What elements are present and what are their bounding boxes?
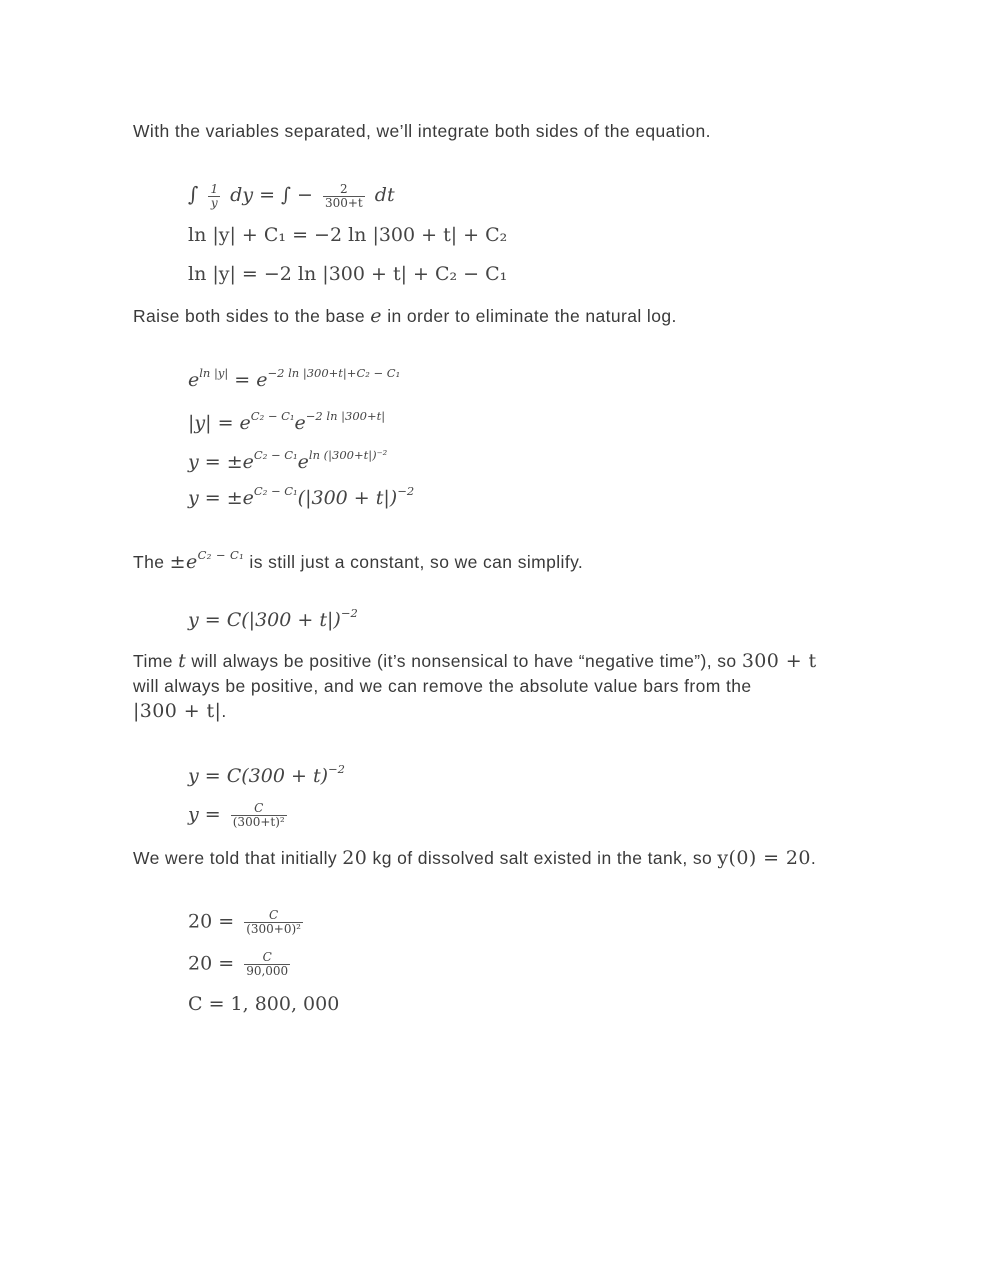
paragraph-text: The: [133, 552, 170, 572]
inline-math-condition: y(0) = 20: [717, 847, 811, 869]
fraction-denominator: 300+t: [324, 195, 363, 210]
equation-segment: |y| = e: [188, 412, 251, 434]
superscript: C₂ − C₁: [197, 548, 245, 562]
inline-math-absolute: |300 + t|: [133, 700, 222, 722]
superscript: ln (|300+t|)⁻²: [308, 448, 388, 462]
equation-segment: y = ±e: [188, 451, 254, 473]
equation-y-plus-minus: [188, 448, 387, 473]
paragraph-text: is still just a constant, so we can simplify.: [244, 552, 584, 572]
inline-math-expression: 300 + t: [741, 650, 817, 672]
fraction-numerator: 1: [210, 181, 219, 196]
superscript: C₂ − C₁: [250, 409, 295, 423]
paragraph-text: .: [221, 701, 227, 721]
inline-math-base: ±e: [169, 551, 198, 573]
superscript: C₂ − C₁: [253, 484, 298, 498]
superscript: −2: [340, 606, 358, 620]
equation-segment: e: [294, 412, 306, 434]
equation-segment: y =: [188, 803, 221, 826]
paragraph-initial-condition: [133, 846, 833, 871]
inline-math-t: t: [178, 650, 187, 672]
paragraph-text: Time: [133, 651, 179, 671]
paragraph-text: We were told that initially: [133, 848, 343, 868]
equation-abs-y: [188, 409, 385, 434]
superscript: C₂ − C₁: [253, 448, 298, 462]
equation-segment: dy = ∫ −: [230, 184, 313, 206]
fraction-denominator: y: [210, 195, 218, 210]
equation-segment: (|300 + t|): [297, 487, 398, 509]
inline-math-mass: 20: [342, 847, 368, 869]
fraction-denominator: (300+0)²: [246, 922, 301, 936]
fraction-denominator: (300+t)²: [232, 815, 285, 829]
equation-ln-combined-constants: [188, 263, 507, 285]
fraction-numerator: C: [231, 802, 287, 816]
equation-segment: e: [297, 451, 309, 473]
equation-y-fraction: [188, 802, 291, 829]
paragraph-constant: [133, 543, 833, 575]
equation-integral: [188, 182, 395, 210]
equation-segment: e: [188, 369, 200, 391]
fraction-numerator: C: [244, 909, 303, 923]
fraction-two-over-300-plus-t: [323, 183, 365, 210]
equation-substitute-zero: [188, 909, 307, 936]
paragraph-text: kg of dissolved salt existed in the tank, so: [367, 848, 718, 868]
equation-segment: y = C(|300 + t|): [188, 609, 341, 631]
superscript: −2: [328, 762, 345, 776]
paragraph-text: will always be positive (it’s nonsensical to have “negative time”), so: [186, 651, 742, 671]
equation-exponentiate: [188, 366, 400, 391]
superscript: −2 ln |300+t|+C₂ − C₁: [267, 366, 401, 380]
equation-segment: dt: [374, 184, 395, 206]
equation-segment: y = ±e: [188, 487, 254, 509]
fraction-c-over-square: [231, 802, 287, 829]
fraction-numerator: 2: [323, 183, 365, 197]
paragraph-raise-base-e: [133, 304, 833, 329]
paragraph-text: will always be positive, and we can remove the absolute value bars from the: [133, 676, 752, 696]
superscript: ln |y|: [199, 366, 229, 380]
equation-text: ln |y| = −2 ln |300 + t| + C₂ − C₁: [188, 263, 508, 285]
inline-math-e: e: [370, 305, 382, 327]
equation-segment: = e: [228, 369, 268, 391]
fraction-c-over-90000: [244, 951, 290, 978]
paragraph-text: .: [810, 848, 817, 868]
inline-math-constant: [169, 548, 245, 573]
equation-segment: 20 =: [188, 952, 235, 975]
integral-sign: ∫: [188, 182, 199, 206]
paragraph-text: in order to eliminate the natural log.: [381, 306, 677, 326]
equation-text: ln |y| + C₁ = −2 ln |300 + t| + C₂: [188, 224, 508, 246]
equation-ln-with-constants: [188, 224, 507, 246]
equation-text: C = 1, 800, 000: [188, 993, 340, 1015]
fraction-numerator: C: [244, 951, 290, 965]
paragraph-integrate: [133, 119, 833, 144]
equation-segment: y = C(300 + t): [188, 765, 328, 787]
equation-segment: 20 =: [188, 910, 235, 933]
equation-substitute-value: [188, 951, 294, 978]
fraction-denominator: 90,000: [246, 964, 289, 978]
superscript: −2 ln |300+t|: [305, 409, 386, 423]
paragraph-text: With the variables separated, we’ll integrate both sides of the equation.: [133, 121, 711, 141]
equation-y-power: [188, 484, 414, 509]
equation-y-simplified: [188, 606, 358, 631]
equation-y-no-abs: [188, 762, 345, 787]
paragraph-text: Raise both sides to the base: [133, 306, 371, 326]
paragraph-time-positive: [133, 649, 833, 724]
equation-constant-value: [188, 993, 339, 1015]
superscript: −2: [397, 484, 415, 498]
fraction-c-over-square-zero: [244, 909, 303, 936]
fraction-one-over-y: [208, 183, 220, 210]
